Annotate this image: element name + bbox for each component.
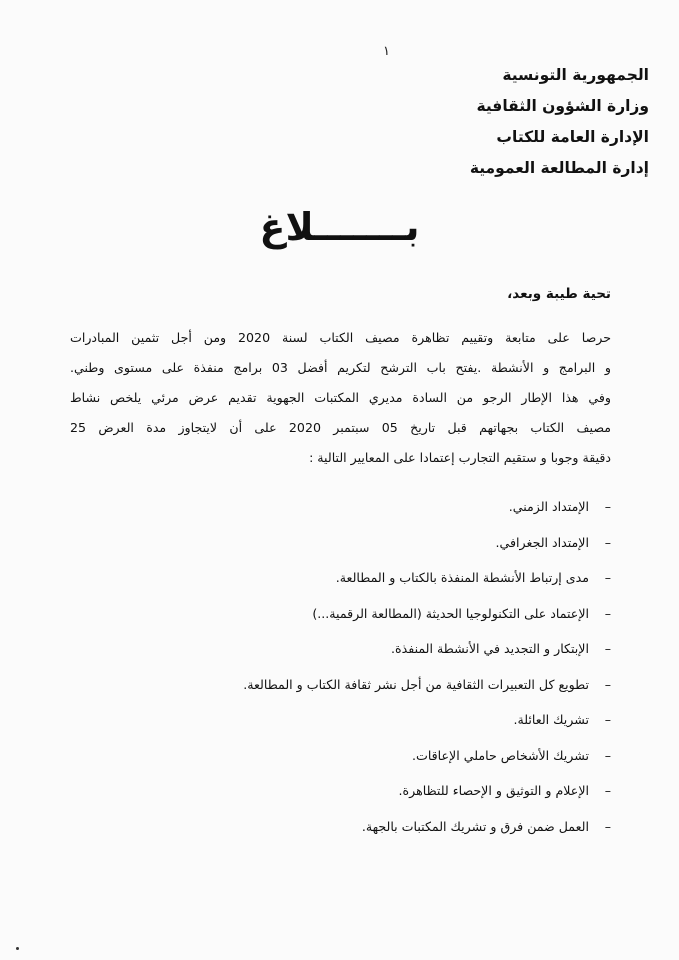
- list-dash: –: [604, 747, 611, 763]
- letterhead-line-department: إدارة المطالعة العمومية: [469, 159, 649, 177]
- criteria-text: تشريك العائلة.: [513, 712, 589, 727]
- criteria-item: [70, 560, 611, 596]
- criteria-text: الإمتداد الزمني.: [508, 499, 589, 514]
- criteria-text: مدى إرتباط الأنشطة المنفذة بالكتاب و المطالعة.: [335, 570, 589, 585]
- criteria-text: تطويع كل التعبيرات الثقافية من أجل نشر ثقافة الكتاب و المطالعة.: [243, 676, 589, 692]
- greeting: تحية طيبة وبعد،: [507, 286, 611, 302]
- criteria-text: الإبتكار و التجديد في الأنشطة المنفذة.: [391, 641, 589, 656]
- criteria-item: [70, 525, 611, 561]
- list-dash: –: [604, 712, 611, 727]
- list-dash: –: [604, 605, 611, 621]
- criteria-item: [70, 489, 611, 525]
- criteria-text: الإمتداد الجغرافي.: [495, 534, 589, 550]
- letterhead-line-directorate: الإدارة العامة للكتاب: [496, 128, 649, 146]
- list-dash: –: [604, 783, 611, 798]
- list-dash: –: [604, 570, 611, 585]
- letterhead-line-republic: الجمهورية التونسية: [502, 66, 649, 84]
- document-body: [70, 283, 611, 844]
- criteria-list: [70, 489, 611, 844]
- paragraph-line: مصيف الكتاب بجهاتهم قبل تاريخ 05 سبتمبر 2020 على أن لايتجاوز مدة العرض 25: [70, 420, 611, 435]
- criteria-text: العمل ضمن فرق و تشريك المكتبات بالجهة.: [361, 818, 589, 834]
- paragraph-line: حرصا على متابعة وتقييم تظاهرة مصيف الكتاب لسنة 2020 ومن أجل تثمين المبادرات: [70, 330, 611, 345]
- list-dash: –: [604, 818, 611, 834]
- paragraph-line: وفي هذا الإطار الرجو من السادة مديري المكتبات الجهوية تقديم عرض مرئي يلخص نشاط: [70, 390, 611, 405]
- criteria-text: الإعتماد على التكنولوجيا الحديثة (المطالعة الرقمية...): [312, 605, 589, 621]
- paragraph-line: و البرامج و الأنشطة .يفتح باب الترشح لتكريم أفضل 03 برامج منفذة على مستوى وطني.: [70, 360, 611, 375]
- criteria-item: [70, 667, 611, 703]
- list-dash: –: [604, 534, 611, 550]
- criteria-item: [70, 702, 611, 738]
- criteria-item: [70, 738, 611, 774]
- document-title: بـــــــلاغ: [259, 205, 420, 249]
- letterhead-line-ministry: وزارة الشؤون الثقافية: [476, 97, 649, 115]
- criteria-text: الإعلام و التوثيق و الإحصاء للتظاهرة.: [398, 783, 589, 798]
- page-mark: ١: [383, 44, 390, 59]
- criteria-item: [70, 596, 611, 632]
- criteria-text: تشريك الأشخاص حاملي الإعاقات.: [411, 747, 589, 763]
- main-paragraph: [70, 323, 611, 473]
- criteria-item: [70, 809, 611, 845]
- scan-artifact-dot: [16, 947, 19, 950]
- letterhead: [389, 60, 649, 184]
- list-dash: –: [604, 641, 611, 656]
- list-dash: –: [604, 499, 611, 514]
- criteria-item: [70, 773, 611, 809]
- paragraph-line: دقيقة وجوبا و ستقيم التجارب إعتمادا على المعايير التالية :: [309, 450, 611, 465]
- criteria-item: [70, 631, 611, 667]
- list-dash: –: [604, 676, 611, 692]
